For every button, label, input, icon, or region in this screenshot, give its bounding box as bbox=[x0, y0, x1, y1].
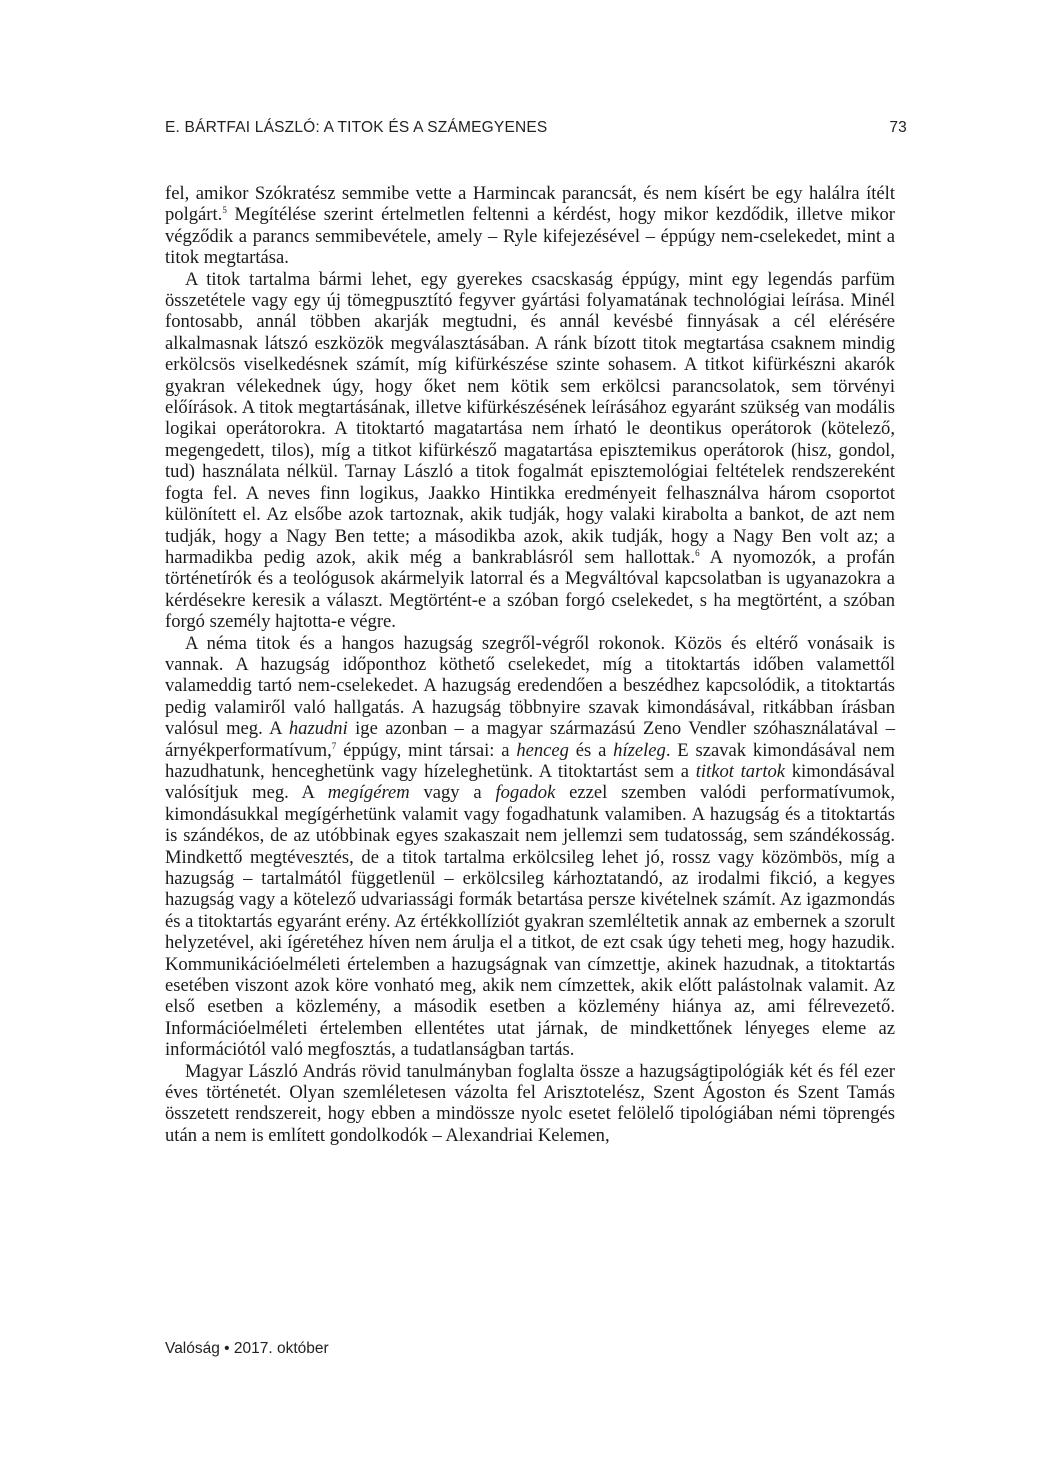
text-run: . E szavak kimondásával nem hazudhatunk, henceghetünk vagy hízeleghetünk. A titoktartást sem a bbox=[165, 739, 895, 782]
emphasis: henceg bbox=[516, 739, 569, 761]
text-run: A néma titok és a hangos hazugság szegről-végről rokonok. Közös és eltérő vonásaik is vannak. A hazugság időponthoz köthető cselekedet, míg a titoktartás időben valamettől valameddig tartó nem-cselekedet. A hazugság eredendően a beszédhez kapcsolódik, a titoktartás pedig valamiről való hallgatás. A hazugság többnyire szavak kimondásával, ritkábban írásban valósul meg. A bbox=[165, 632, 895, 740]
footnote-ref: 5 bbox=[222, 205, 227, 216]
text-run: éppúgy, mint társai: a bbox=[336, 739, 517, 761]
page-number: 73 bbox=[889, 119, 907, 136]
page-footer bbox=[165, 1340, 329, 1358]
paragraph bbox=[165, 633, 895, 1061]
article-body bbox=[165, 183, 895, 1146]
running-header bbox=[165, 119, 907, 137]
emphasis: fogadok bbox=[495, 782, 556, 804]
paragraph bbox=[165, 269, 895, 633]
footnote-ref: 7 bbox=[331, 740, 337, 751]
text-run: Megítélése szerint értelmetlen feltenni a kérdést, hogy mikor kezdődik, illetve mikor végződik a parancs semmibevétele, amely – Ryle kifejezésével – éppúgy nem-cselekedet, mint a titok megtartása. bbox=[165, 204, 895, 269]
emphasis: hízeleg bbox=[613, 739, 666, 761]
footnote-ref: 6 bbox=[695, 547, 700, 558]
paragraph bbox=[165, 1061, 895, 1147]
journal-issue: Valóság • 2017. október bbox=[165, 1340, 329, 1357]
text-run: Magyar László András rövid tanulmányban foglalta össze a hazugságtipológiák két és fél ezer éves történetét. Olyan szemléletesen vázolta fel Arisztotelész, Szent Ágoston és Szent Tamás összetett rendszereit, hogy ebben a mindössze nyolc esetet felölelő tipológiában némi töprengés után a nem is említett gondolkodók – Alexandriai Kelemen, bbox=[165, 1060, 895, 1146]
text-run: ezzel szemben valódi performatívumok, kimondásukkal megígérhetünk valamit vagy fogadhatunk valamiben. A hazugság és a titoktartás is szándékos, de az utóbbinak egyes szakaszait nem jellemzi sem tudatosság, sem szándékosság. Mindkettő megtévesztés, de a titok tartalma erkölcsileg lehet jó, rossz vagy közömbös, míg a hazugság – tartalmától függetlenül – erkölcsileg kárhoztatandó, az irodalmi fikció, a kegyes hazugság vagy a kötelező udvariassági formák betartása persze kivételnek számít. Az igazmondás és a titoktartás egyaránt erény. Az értékkollíziót gyakran szemléltetik annak az embernek a szorult helyzetével, aki ígéretéhez híven nem árulja el a titkot, de ezt csak úgy teheti meg, hogy hazudik. Kommunikációelméleti értelemben a hazugságnak van címzettje, akinek hazudnak, a titoktartás esetében viszont azok köre vonható meg, akik nem címzettek, akik előtt palástolnak valamit. Az első esetben a közlemény, a második esetben a közlemény hiánya az, ami félrevezető. Információelméleti értelemben ellentétes utat járnak, de mindkettőnek lényeges eleme az információtól való megfosztás, a tudatlanságban tartás. bbox=[165, 782, 895, 1061]
text-run: fel, amikor Szókratész semmibe vette a Harmincak parancsát, és nem kísért be egy halálra ítélt polgárt. bbox=[165, 183, 895, 226]
text-run: vagy a bbox=[409, 782, 496, 804]
paragraph bbox=[165, 183, 895, 269]
text-run: A titok tartalma bármi lehet, egy gyerekes csacskaság éppúgy, mint egy legendás parfüm összetétele vagy egy új tömegpusztító fegyver gyártási folyamatának technológiai leírása. Minél fontosabb, annál többen akarják megtudni, és annál kevésbé finnyásak a cél elérésére alkalmasnak látszó eszközök megválasztásában. A ránk bízott titok megtartása csaknem mindig erkölcsös viselkedésnek számít, míg kifürkészése szinte sohasem. A titkot kifürkészni akarók gyakran vélekednek úgy, hogy őket nem kötik sem erkölcsi parancsolatok, sem törvényi előírások. A titok megtartásának, illetve kifürkészésének leírásához egyaránt szükség van modális logikai operátorokra. A titoktartó magatartása nem írható le deontikus operátorok (kötelező, megengedett, tilos), míg a titkot kifürkésző magatartása episztemikus operátorok (hisz, gondol, tud) használata nélkül. Tarnay László a titok fogalmát episztemológiai feltételek rendszereként fogta fel. A neves finn logikus, Jaakko Hintikka eredményeit felhasználva három csoportot különített el. Az elsőbe azok tartoznak, akik tudják, hogy valaki kirabolta a bankot, de azt nem tudják, hogy a Nagy Ben tette; a másodikba azok, akik tudják, hogy a Nagy Ben volt az; a harmadikba pedig azok, akik még a bankrablásról sem hallottak. bbox=[165, 268, 895, 568]
text-run: és a bbox=[568, 739, 614, 761]
running-title: E. BÁRTFAI LÁSZLÓ: A TITOK ÉS A SZÁMEGYENES bbox=[165, 119, 548, 136]
text-run: ige azonban – a magyar származású Zeno Vendler szóhasználatával – árnyékperformatívum, bbox=[165, 718, 895, 761]
emphasis: megígérem bbox=[327, 782, 410, 804]
emphasis: hazudni bbox=[288, 718, 348, 740]
emphasis: titkot tartok bbox=[695, 760, 786, 782]
text-run: kimondásával valósítjuk meg. A bbox=[165, 760, 896, 804]
text-run: A nyomozók, a profán történetírók és a teológusok akármelyik latorral és a Megváltóval kapcsolatban is ugyanazokra a kérdésekre keresik a választ. Megtörtént-e a szóban forgó cselekedet, s ha megtörtént, a szóban forgó személy hajtotta-e végre. bbox=[165, 546, 895, 633]
